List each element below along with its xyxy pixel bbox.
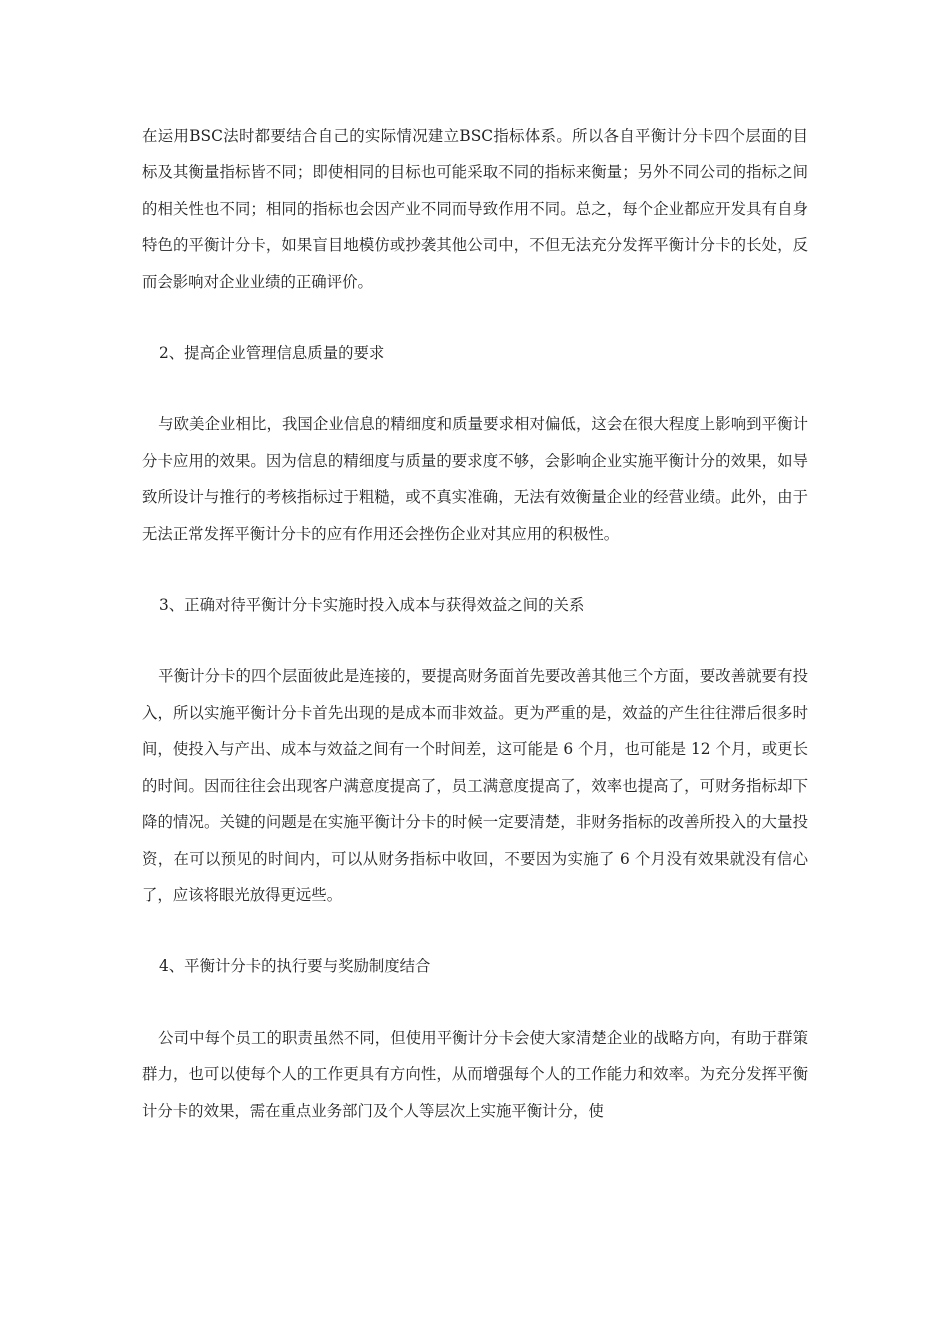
body-paragraph-bsc-system: 在运用BSC法时都要结合自己的实际情况建立BSC指标体系。所以各自平衡计分卡四个层面的目标及其衡量指标皆不同；即使相同的目标也可能采取不同的指标来衡量；另外不同公司的指标之间的相关性也不同；相同的指标也会因产业不同而导致作用不同。总之，每个企业都应开发具有自身特色的平衡计分卡，如果盲目地模仿或抄袭其他公司中，不但无法充分发挥平衡计分卡的长处，反而会影响对企业业绩的正确评价。 — [142, 127, 808, 291]
paragraph-spacer — [142, 300, 808, 335]
paragraph-spacer — [142, 371, 808, 406]
paragraph-spacer — [142, 913, 808, 948]
section-heading-2: 2、提高企业管理信息质量的要求 — [159, 344, 385, 363]
document-page — [142, 118, 808, 1129]
body-paragraph-reward-system: 公司中每个员工的职责虽然不同，但使用平衡计分卡会使大家清楚企业的战略方向，有助于群策群力，也可以使每个人的工作更具有方向性，从而增强每个人的工作能力和效率。为充分发挥平衡计分卡的效果，需在重点业务部门及个人等层次上实施平衡计分，使 — [142, 1028, 808, 1120]
body-paragraph-cost-benefit: 平衡计分卡的四个层面彼此是连接的，要提高财务面首先要改善其他三个方面，要改善就要有投入，所以实施平衡计分卡首先出现的是成本而非效益。更为严重的是，效益的产生往往滞后很多时间，使投入与产出、成本与效益之间有一个时间差，这可能是 6 个月，也可能是 12 个月，或更长的时间。因而往往会出现客户满意度提高了，员工满意度提高了，效率也提高了，可财务指标却下降的情况。关键的问题是在实施平衡计分卡的时候一定要清楚，非财务指标的改善所投入的大量投资，在可以预见的时间内，可以从财务指标中收回，不要因为实施了 6 个月没有效果就没有信心了，应该将眼光放得更远些。 — [142, 667, 808, 904]
paragraph-spacer — [142, 552, 808, 587]
paragraph-spacer — [142, 623, 808, 658]
section-heading-3: 3、正确对待平衡计分卡实施时投入成本与获得效益之间的关系 — [159, 596, 585, 615]
body-paragraph-info-quality: 与欧美企业相比，我国企业信息的精细度和质量要求相对偏低，这会在很大程度上影响到平衡计分卡应用的效果。因为信息的精细度与质量的要求度不够，会影响企业实施平衡计分的效果，如导致所设计与推行的考核指标过于粗糙，或不真实准确，无法有效衡量企业的经营业绩。此外，由于无法正常发挥平衡计分卡的应有作用还会挫伤企业对其应用的积极性。 — [142, 415, 808, 543]
section-heading-4: 4、平衡计分卡的执行要与奖励制度结合 — [159, 957, 431, 976]
paragraph-spacer — [142, 985, 808, 1020]
